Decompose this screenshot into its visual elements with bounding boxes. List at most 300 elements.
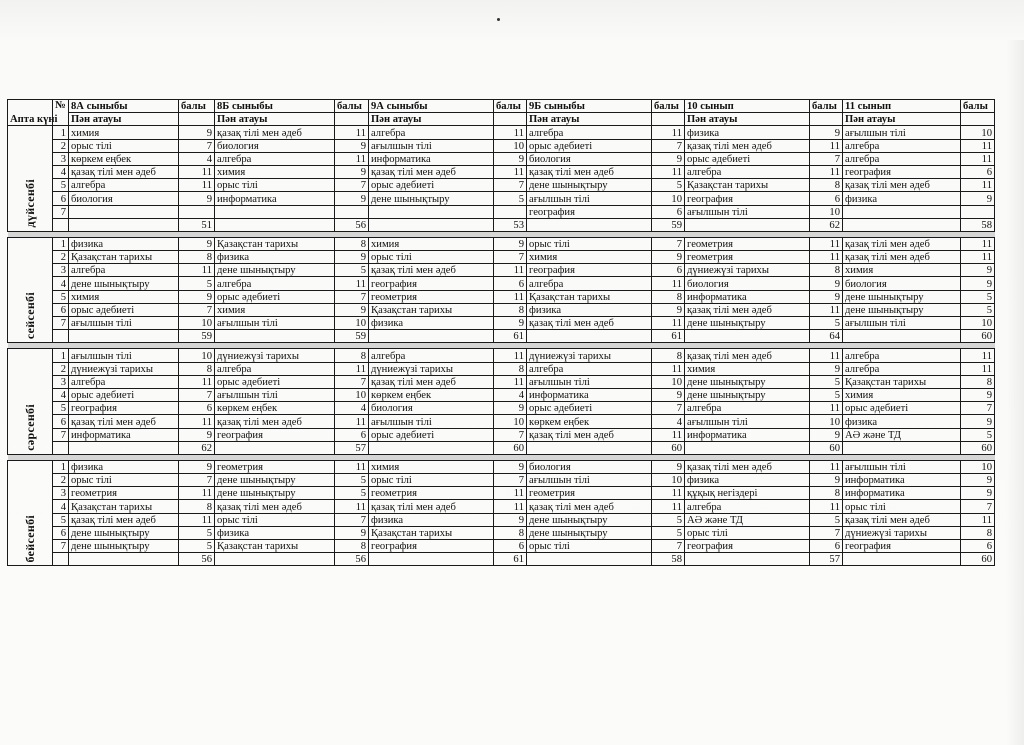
subject-cell: орыс тілі — [69, 139, 179, 152]
subject-cell: геометрия — [69, 487, 179, 500]
empty-cell — [53, 553, 69, 566]
totals-row — [8, 553, 995, 566]
points-cell: 9 — [810, 428, 843, 441]
points-cell: 11 — [179, 179, 215, 192]
subject-cell: алгебра — [215, 152, 335, 165]
subject-cell: орыс тілі — [215, 179, 335, 192]
subject-cell: орыс әдебиеті — [843, 402, 961, 415]
totals-row — [8, 441, 995, 454]
subject-cell: қазақ тілі мен әдеб — [843, 513, 961, 526]
subject-cell: ағылшын тілі — [527, 192, 652, 205]
points-cell: 9 — [179, 192, 215, 205]
subject-cell: дүниежүзі тарихы — [69, 362, 179, 375]
points-total: 58 — [652, 553, 685, 566]
points-cell: 11 — [810, 500, 843, 513]
points-cell: 8 — [494, 303, 527, 316]
points-cell: 7 — [810, 526, 843, 539]
lesson-number: 2 — [53, 139, 69, 152]
points-cell: 11 — [335, 415, 369, 428]
subject-cell: геометрия — [527, 487, 652, 500]
class-header-8a: 8А сыныбы — [69, 100, 179, 113]
subject-cell: ағылшын тілі — [527, 375, 652, 388]
points-total: 51 — [179, 218, 215, 231]
points-cell: 11 — [810, 460, 843, 473]
points-total: 60 — [810, 441, 843, 454]
subject-cell: алгебра — [369, 349, 494, 362]
empty-cell — [215, 553, 335, 566]
subject-cell: алгебра — [843, 349, 961, 362]
points-cell: 11 — [179, 415, 215, 428]
empty-cell — [369, 553, 494, 566]
points-cell: 11 — [810, 251, 843, 264]
subject-cell: алгебра — [527, 277, 652, 290]
subject-cell: Қазақстан тарихы — [369, 303, 494, 316]
lesson-number: 3 — [53, 375, 69, 388]
subject-cell: дене шынықтыру — [369, 192, 494, 205]
subject-cell: дене шынықтыру — [843, 303, 961, 316]
lesson-row — [8, 152, 995, 165]
points-total: 56 — [335, 218, 369, 231]
points-cell: 9 — [494, 152, 527, 165]
points-total: 57 — [810, 553, 843, 566]
points-cell: 11 — [335, 126, 369, 139]
empty-cell — [527, 553, 652, 566]
points-cell: 9 — [961, 264, 995, 277]
subject-cell: көркем еңбек — [369, 388, 494, 401]
lesson-row — [8, 526, 995, 539]
points-cell: 11 — [494, 349, 527, 362]
lesson-row — [8, 428, 995, 441]
points-cell: 11 — [179, 165, 215, 178]
subject-cell: алгебра — [215, 362, 335, 375]
points-cell — [494, 205, 527, 218]
points-cell: 8 — [179, 362, 215, 375]
subject-cell: география — [685, 192, 810, 205]
timetable-header — [8, 100, 995, 126]
lesson-number: 2 — [53, 251, 69, 264]
empty-cell — [527, 330, 652, 343]
subject-cell: қазақ тілі мен әдеб — [69, 415, 179, 428]
points-cell: 10 — [810, 415, 843, 428]
points-cell: 11 — [961, 179, 995, 192]
points-cell: 5 — [494, 192, 527, 205]
points-cell: 7 — [494, 179, 527, 192]
lesson-number: 6 — [53, 303, 69, 316]
lesson-row — [8, 237, 995, 250]
subject-cell: дүниежүзі тарихы — [215, 349, 335, 362]
subject-cell: информатика — [843, 487, 961, 500]
empty-cell — [369, 441, 494, 454]
subject-cell: ағылшын тілі — [843, 126, 961, 139]
points-cell: 8 — [810, 179, 843, 192]
points-cell: 4 — [652, 415, 685, 428]
subject-cell: география — [685, 540, 810, 553]
subject-cell: география — [527, 205, 652, 218]
lesson-number: 5 — [53, 290, 69, 303]
points-cell: 9 — [179, 460, 215, 473]
subject-cell: алгебра — [843, 139, 961, 152]
empty-cell — [69, 330, 179, 343]
empty-cell — [335, 113, 369, 126]
subject-cell: химия — [69, 126, 179, 139]
points-cell: 7 — [335, 375, 369, 388]
points-cell: 11 — [652, 362, 685, 375]
subject-cell — [369, 205, 494, 218]
empty-cell — [179, 113, 215, 126]
points-total: 61 — [494, 553, 527, 566]
points-header: балы — [652, 100, 685, 113]
subject-cell: дене шынықтыру — [527, 526, 652, 539]
points-cell: 7 — [335, 290, 369, 303]
lesson-row — [8, 290, 995, 303]
points-cell: 6 — [335, 428, 369, 441]
class-header-11: 11 сынып — [843, 100, 961, 113]
subject-cell: информатика — [215, 192, 335, 205]
lesson-row — [8, 317, 995, 330]
subject-cell: информатика — [685, 428, 810, 441]
subject-cell: физика — [685, 126, 810, 139]
day-name: дүйсенбі — [22, 179, 37, 228]
points-cell: 5 — [335, 487, 369, 500]
subject-cell — [69, 205, 179, 218]
subject-cell: химия — [369, 460, 494, 473]
lesson-row — [8, 349, 995, 362]
subject-cell: орыс әдебиеті — [685, 152, 810, 165]
subject-cell: құқық негіздері — [685, 487, 810, 500]
points-cell: 9 — [494, 460, 527, 473]
subject-cell: химия — [843, 264, 961, 277]
points-cell: 5 — [335, 474, 369, 487]
subject-cell: ағылшын тілі — [369, 415, 494, 428]
empty-cell — [369, 330, 494, 343]
points-cell: 9 — [179, 290, 215, 303]
empty-cell — [685, 553, 810, 566]
points-total: 62 — [810, 218, 843, 231]
lesson-number: 7 — [53, 540, 69, 553]
subject-cell: қазақ тілі мен әдеб — [215, 500, 335, 513]
lesson-number: 3 — [53, 487, 69, 500]
points-total: 58 — [961, 218, 995, 231]
points-cell: 5 — [961, 303, 995, 316]
points-total: 59 — [335, 330, 369, 343]
subject-header: Пән атауы — [215, 113, 335, 126]
subject-cell: орыс тілі — [215, 513, 335, 526]
points-total: 59 — [652, 218, 685, 231]
lesson-number: 5 — [53, 179, 69, 192]
lesson-number: 1 — [53, 126, 69, 139]
subject-cell: геометрия — [685, 237, 810, 250]
points-cell: 7 — [179, 303, 215, 316]
subject-cell: қазақ тілі мен әдеб — [527, 165, 652, 178]
subject-cell: ағылшын тілі — [843, 460, 961, 473]
subject-cell: химия — [527, 251, 652, 264]
points-cell: 11 — [961, 251, 995, 264]
subject-cell: алгебра — [685, 402, 810, 415]
day-name-cell — [8, 460, 53, 566]
subject-cell: ағылшын тілі — [369, 139, 494, 152]
subject-cell: қазақ тілі мен әдеб — [369, 165, 494, 178]
lesson-number: 6 — [53, 526, 69, 539]
lesson-row — [8, 205, 995, 218]
subject-cell: қазақ тілі мен әдеб — [685, 303, 810, 316]
points-cell: 11 — [810, 303, 843, 316]
lesson-number: 7 — [53, 428, 69, 441]
points-cell: 6 — [810, 192, 843, 205]
lesson-number: 3 — [53, 264, 69, 277]
subject-cell: алгебра — [369, 126, 494, 139]
subject-cell: физика — [69, 460, 179, 473]
points-cell: 9 — [335, 192, 369, 205]
lesson-number: 4 — [53, 165, 69, 178]
subject-cell: орыс тілі — [369, 474, 494, 487]
subject-cell: география — [527, 264, 652, 277]
lesson-row — [8, 251, 995, 264]
points-cell: 10 — [179, 349, 215, 362]
subject-cell: информатика — [527, 388, 652, 401]
subject-cell: Қазақстан тарихы — [215, 540, 335, 553]
subject-cell: физика — [527, 303, 652, 316]
subject-cell: физика — [685, 474, 810, 487]
empty-cell — [961, 113, 995, 126]
subject-cell: қазақ тілі мен әдеб — [69, 165, 179, 178]
empty-cell — [494, 113, 527, 126]
lesson-row — [8, 139, 995, 152]
points-cell: 11 — [494, 500, 527, 513]
points-cell: 10 — [494, 139, 527, 152]
subject-cell: орыс тілі — [685, 526, 810, 539]
subject-cell: Қазақстан тарихы — [69, 500, 179, 513]
points-cell: 7 — [179, 139, 215, 152]
points-cell: 9 — [961, 192, 995, 205]
subject-cell: биология — [69, 192, 179, 205]
empty-cell — [215, 218, 335, 231]
points-cell: 9 — [494, 402, 527, 415]
subject-cell: география — [369, 277, 494, 290]
empty-cell — [53, 441, 69, 454]
subject-cell: химия — [369, 237, 494, 250]
class-header-9b: 9Б сыныбы — [527, 100, 652, 113]
points-cell: 11 — [179, 487, 215, 500]
points-cell: 7 — [335, 513, 369, 526]
subject-cell: география — [369, 540, 494, 553]
subject-cell: информатика — [369, 152, 494, 165]
lesson-row — [8, 460, 995, 473]
empty-cell — [843, 218, 961, 231]
points-cell: 11 — [961, 139, 995, 152]
points-cell: 9 — [179, 428, 215, 441]
subject-cell: алгебра — [685, 165, 810, 178]
subject-cell: физика — [215, 526, 335, 539]
points-cell: 11 — [335, 277, 369, 290]
points-cell — [335, 205, 369, 218]
subject-cell: география — [843, 540, 961, 553]
subject-cell: орыс әдебиеті — [69, 388, 179, 401]
subject-cell: орыс тілі — [369, 251, 494, 264]
points-cell: 8 — [494, 362, 527, 375]
points-total: 56 — [335, 553, 369, 566]
subject-cell: химия — [215, 303, 335, 316]
subject-cell: алгебра — [685, 500, 810, 513]
points-cell: 11 — [652, 428, 685, 441]
totals-row — [8, 218, 995, 231]
subject-cell: қазақ тілі мен әдеб — [369, 500, 494, 513]
subject-cell: Қазақстан тарихы — [215, 237, 335, 250]
subject-cell: орыс әдебиеті — [215, 375, 335, 388]
points-cell: 7 — [179, 388, 215, 401]
subject-cell: химия — [69, 290, 179, 303]
subject-cell: ағылшын тілі — [685, 205, 810, 218]
points-cell: 9 — [494, 317, 527, 330]
subject-cell: биология — [215, 139, 335, 152]
day-name-cell — [8, 237, 53, 343]
points-cell: 11 — [179, 264, 215, 277]
points-cell: 8 — [494, 526, 527, 539]
points-cell: 11 — [494, 126, 527, 139]
points-cell: 11 — [961, 152, 995, 165]
points-cell: 11 — [961, 237, 995, 250]
lesson-number: 7 — [53, 317, 69, 330]
points-cell: 11 — [810, 402, 843, 415]
class-header-9a: 9А сыныбы — [369, 100, 494, 113]
empty-cell — [215, 441, 335, 454]
subject-cell: химия — [215, 165, 335, 178]
empty-cell — [527, 441, 652, 454]
points-cell: 5 — [961, 428, 995, 441]
class-header-8b: 8Б сыныбы — [215, 100, 335, 113]
points-cell: 11 — [652, 487, 685, 500]
subject-cell: ағылшын тілі — [69, 349, 179, 362]
points-cell: 5 — [652, 526, 685, 539]
subject-cell: көркем еңбек — [69, 152, 179, 165]
lesson-number: 3 — [53, 152, 69, 165]
points-header: балы — [961, 100, 995, 113]
points-cell: 9 — [335, 165, 369, 178]
subject-cell: физика — [843, 415, 961, 428]
subject-cell: Қазақстан тарихы — [843, 375, 961, 388]
points-cell: 9 — [810, 474, 843, 487]
points-cell: 7 — [652, 237, 685, 250]
subject-cell: дене шынықтыру — [843, 290, 961, 303]
subject-cell: ағылшын тілі — [215, 388, 335, 401]
subject-cell: алгебра — [843, 152, 961, 165]
empty-cell — [53, 218, 69, 231]
points-cell: 8 — [335, 237, 369, 250]
totals-row — [8, 330, 995, 343]
points-cell: 10 — [961, 126, 995, 139]
subject-cell: алгебра — [527, 362, 652, 375]
points-cell: 11 — [652, 165, 685, 178]
points-cell — [961, 205, 995, 218]
points-cell: 9 — [961, 487, 995, 500]
subject-cell: дене шынықтыру — [69, 526, 179, 539]
lesson-row — [8, 264, 995, 277]
points-cell: 8 — [810, 487, 843, 500]
points-cell: 6 — [652, 205, 685, 218]
points-cell: 7 — [652, 540, 685, 553]
subject-cell: информатика — [685, 290, 810, 303]
subject-cell: дүниежүзі тарихы — [369, 362, 494, 375]
points-total: 59 — [179, 330, 215, 343]
points-total: 61 — [494, 330, 527, 343]
day-name: сәрсенбі — [22, 404, 37, 451]
lesson-row — [8, 277, 995, 290]
subject-cell: қазақ тілі мен әдеб — [527, 428, 652, 441]
points-cell: 5 — [810, 375, 843, 388]
subject-cell: дене шынықтыру — [685, 317, 810, 330]
lesson-number-header: № — [53, 100, 69, 126]
lesson-number: 4 — [53, 388, 69, 401]
empty-cell — [810, 113, 843, 126]
points-cell: 5 — [179, 540, 215, 553]
lesson-row — [8, 513, 995, 526]
points-cell: 11 — [652, 500, 685, 513]
points-cell: 5 — [652, 179, 685, 192]
subject-cell: физика — [843, 192, 961, 205]
subject-cell: орыс әдебиеті — [215, 290, 335, 303]
lesson-number: 6 — [53, 192, 69, 205]
page-edge-shadow — [1006, 40, 1024, 745]
subject-cell: геометрия — [685, 251, 810, 264]
empty-cell — [843, 553, 961, 566]
points-cell: 11 — [335, 152, 369, 165]
subject-cell: география — [69, 402, 179, 415]
subject-cell: қазақ тілі мен әдеб — [527, 500, 652, 513]
lesson-number: 1 — [53, 460, 69, 473]
subject-cell: қазақ тілі мен әдеб — [843, 237, 961, 250]
subject-cell — [843, 205, 961, 218]
subject-cell: геометрия — [369, 487, 494, 500]
subject-cell: ағылшын тілі — [69, 317, 179, 330]
subject-cell: информатика — [69, 428, 179, 441]
subject-cell: химия — [685, 362, 810, 375]
lesson-row — [8, 415, 995, 428]
subject-cell: Қазақстан тарихы — [369, 526, 494, 539]
points-cell: 9 — [810, 277, 843, 290]
points-cell: 8 — [179, 500, 215, 513]
points-cell: 10 — [335, 317, 369, 330]
points-cell: 11 — [810, 349, 843, 362]
subject-cell: қазақ тілі мен әдеб — [69, 513, 179, 526]
subject-cell: геометрия — [369, 290, 494, 303]
subject-cell: дене шынықтыру — [685, 375, 810, 388]
empty-cell — [843, 330, 961, 343]
points-cell: 5 — [810, 317, 843, 330]
points-cell: 5 — [810, 388, 843, 401]
points-cell: 7 — [494, 474, 527, 487]
subject-cell: дене шынықтыру — [215, 474, 335, 487]
points-cell: 9 — [810, 290, 843, 303]
subject-cell: алгебра — [215, 277, 335, 290]
day-column-header: Апта күні — [8, 100, 53, 126]
points-cell: 8 — [961, 375, 995, 388]
subject-cell: Қазақстан тарихы — [69, 251, 179, 264]
points-total: 60 — [494, 441, 527, 454]
points-cell: 11 — [494, 487, 527, 500]
day-name-cell — [8, 126, 53, 232]
points-cell: 8 — [961, 526, 995, 539]
points-cell: 10 — [652, 192, 685, 205]
subject-cell: қазақ тілі мен әдеб — [369, 264, 494, 277]
points-cell: 11 — [652, 277, 685, 290]
subject-cell: қазақ тілі мен әдеб — [685, 349, 810, 362]
points-cell: 9 — [494, 513, 527, 526]
points-cell: 11 — [652, 317, 685, 330]
points-cell: 5 — [810, 513, 843, 526]
subject-cell: орыс әдебиеті — [369, 428, 494, 441]
lesson-number: 5 — [53, 402, 69, 415]
lesson-row — [8, 474, 995, 487]
points-cell: 9 — [335, 251, 369, 264]
